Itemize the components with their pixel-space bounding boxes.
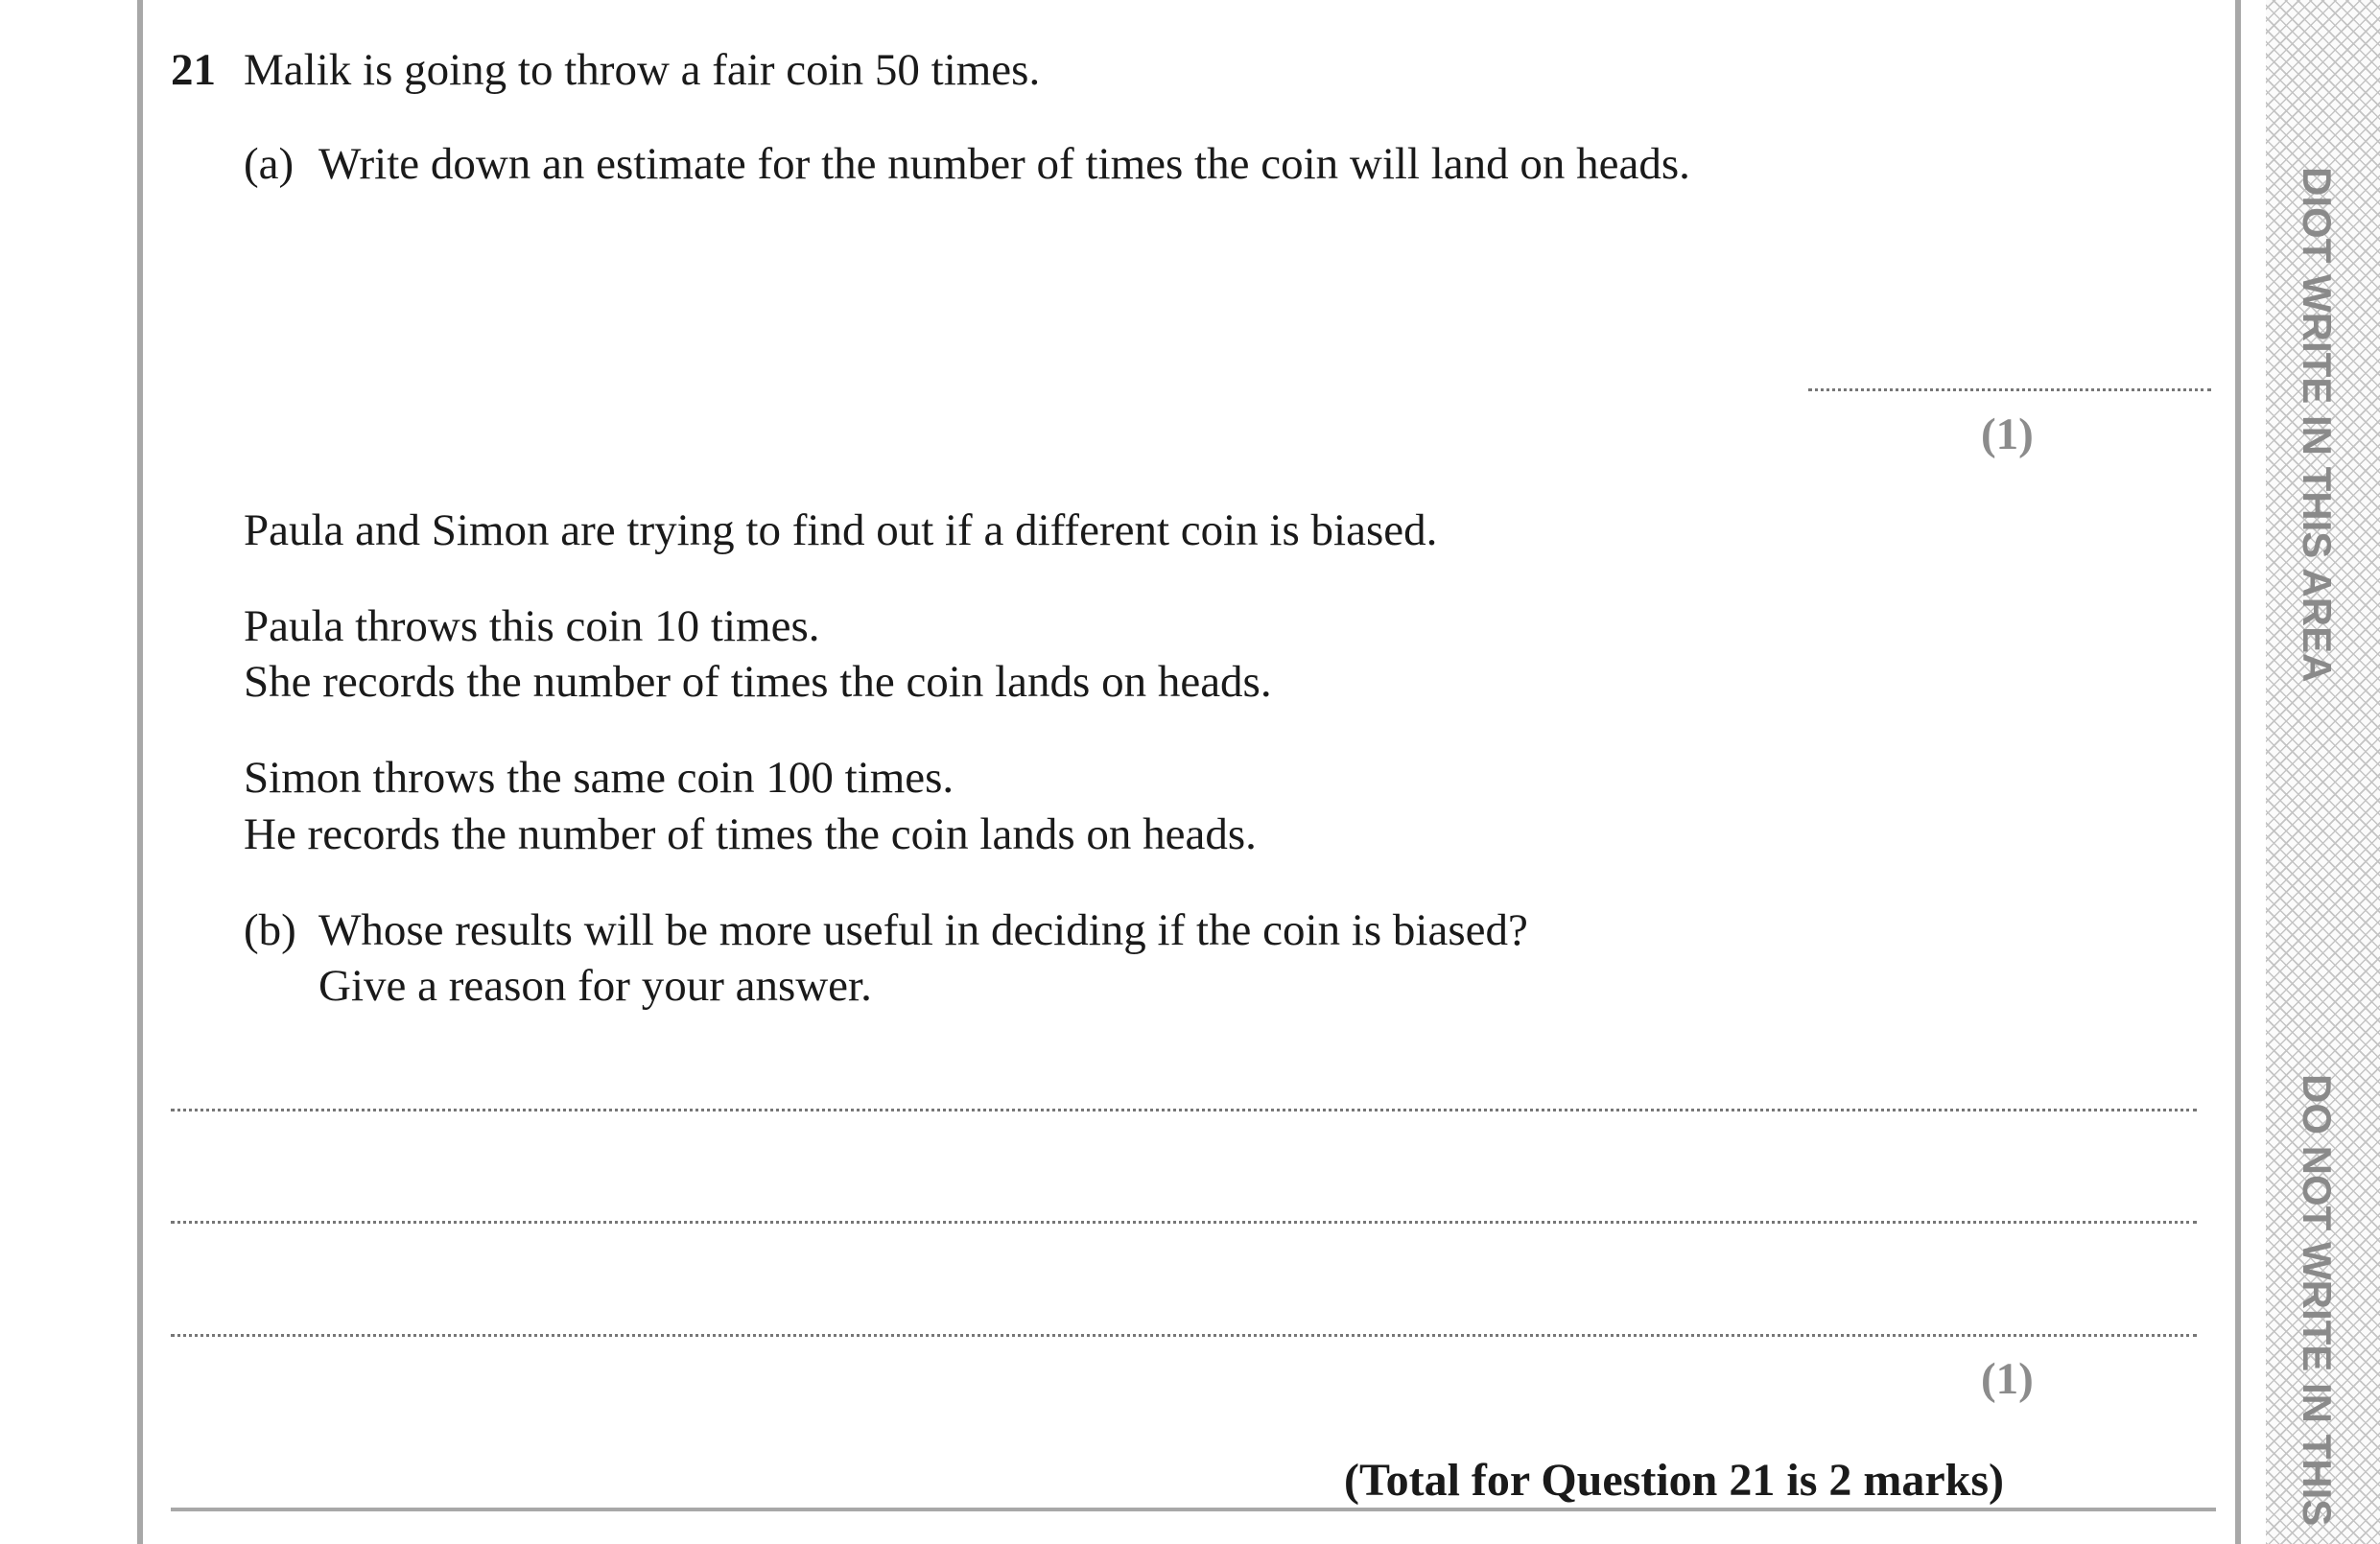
part-b-text-line-1: Whose results will be more useful in deciding if the coin is biased? (318, 905, 1528, 955)
part-b-marks: (1) (1981, 1354, 2034, 1404)
simon-line-1: Simon throws the same coin 100 times. (244, 753, 954, 803)
margin-warning-top: DIOT WRITE IN THIS AREA (2295, 167, 2340, 683)
part-b-label: (b) (244, 905, 296, 955)
part-a-text: Write down an estimate for the number of times the coin will land on heads. (318, 139, 1690, 189)
question-end-rule (171, 1508, 2216, 1511)
page-border-left (137, 0, 143, 1544)
question-number: 21 (171, 45, 216, 95)
part-b-answer-line-2[interactable] (171, 1221, 2197, 1224)
question-intro: Malik is going to throw a fair coin 50 times. (244, 45, 1041, 95)
part-b-answer-line-1[interactable] (171, 1109, 2197, 1111)
paula-line-2: She records the number of times the coin lands on heads. (244, 657, 1272, 707)
context-intro: Paula and Simon are trying to find out if a different coin is biased. (244, 505, 1438, 555)
simon-line-2: He records the number of times the coin lands on heads. (244, 809, 1257, 859)
part-a-answer-line[interactable] (1808, 388, 2211, 391)
part-b-text-line-2: Give a reason for your answer. (318, 961, 872, 1011)
part-a-label: (a) (244, 139, 295, 189)
page-border-right (2235, 0, 2241, 1544)
question-total: (Total for Question 21 is 2 marks) (1344, 1455, 2005, 1506)
margin-warning-bottom: DO NOT WRITE IN THIS (2295, 1074, 2340, 1527)
part-b-answer-line-3[interactable] (171, 1334, 2197, 1337)
paula-line-1: Paula throws this coin 10 times. (244, 601, 820, 651)
part-a-marks: (1) (1981, 409, 2034, 459)
